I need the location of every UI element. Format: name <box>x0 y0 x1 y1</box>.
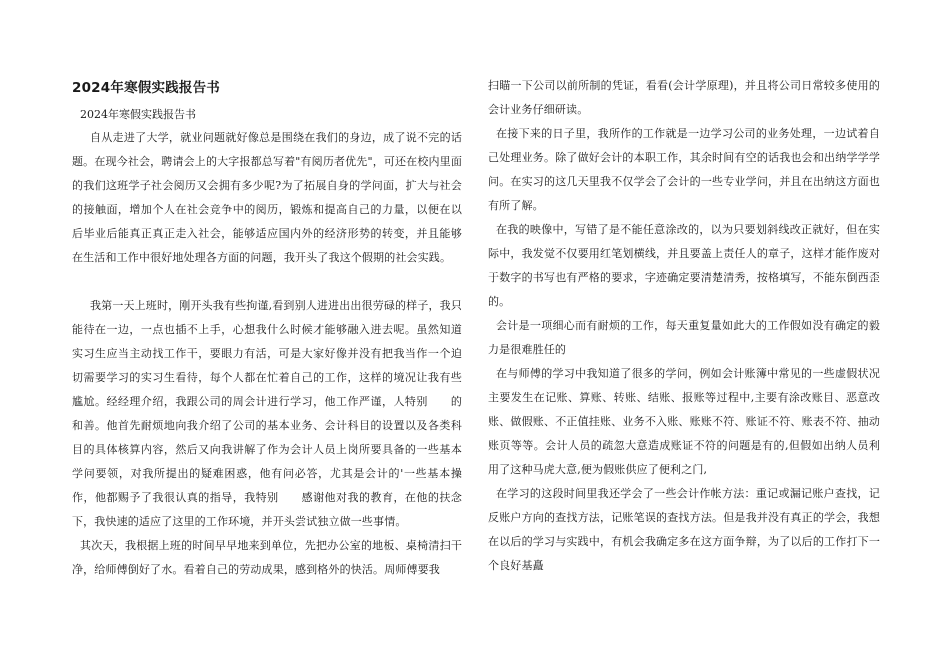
paragraph-second-day: 其次天，我根据上班的时间早早地来到单位，先把办公室的地板、桌椅清扫干净，给师傅倒好了水。看着自己的劳动成果，感到格外的快活。周师傅要我 <box>72 539 462 576</box>
paragraph-intro: 自从走进了大学，就业问题就好像总是围绕在我们的身边，成了说不完的话题。在现今社会，聘请会上的大字报都总写着"有阅历者优先"，可还在校内里面的我们这班学子社会阅历又会拥有多少呢?为了拓展自身的学问面，扩大与社会的接触面，增加个人在社会竞争中的阅历，锻炼和提高自己的力量，以便在以后毕业后能真正真正走入社会，能够适应国内外的经济形势的转变，并且能够在生活和工作中很好地处理各方面的问题，我开头了我这个假期的社会实践。 <box>72 131 462 264</box>
document-title: 2024年寒假实践报告书 <box>72 80 220 96</box>
paragraph-corrections: 在我的映像中，写错了是不能任意涂改的，以为只要划斜线改正就好，但在实际中，我发觉不仅要用红笔划横线，并且要盖上责任人的章子，这样才能作废对于数字的书写也有严格的要求，字迹确定要清楚清秀，按格填写，不能东倒西歪的。 <box>488 223 880 308</box>
document-subtitle: 2024年寒假实践报告书 <box>80 108 196 121</box>
left-column <box>72 74 462 582</box>
paragraph-continued: 扫瞄一下公司以前所制的凭证，看看(会计学原理)，并且将公司日常较多使用的会计业务仔细研读。 <box>488 79 880 116</box>
paragraph-first-day: 我第一天上班时，刚开头我有些拘谨,看到别人进进出出很劳碌的样子，我只能待在一边，一点也插不上手，心想我什么时候才能够融入进去呢。虽然知道实习生应当主动找工作干，要眼力有活，可是大家好像并没有把我当作一个迫切需要学习的实习生看待，每个人都在忙着自己的工作，这样的境况让我有些尴尬。经经理介绍，我跟公司的周会计进行学习，他工作严谨，人特别 的和善。他首先耐烦地向我介绍了公司的基本业务、会计科目的设置以及各类科目的具体核算内容，然后又向我讲解了作为会计人员上岗所要具备的一些基本学问要领，对我所提出的疑难困惑，他有问必答，尤其是会计的'一些基本操作，他都赐予了我很认真的指导，我特别 感谢他对我的教育，在他的扶念下，我快速的适应了这里的工作环境，并开头尝试独立做一些事情。 <box>72 299 462 528</box>
paragraph-patience: 会计是一项细心而有耐烦的工作，每天重复量如此大的工作假如没有确定的毅力是很难胜任的 <box>488 319 880 356</box>
right-column <box>488 74 880 578</box>
paragraph-spacer <box>72 270 462 294</box>
paragraph-following-days: 在接下来的日子里，我所作的工作就是一边学习公司的业务处理，一边试着自己处理业务。除了做好会计的本职工作，其余时间有空的话我也会和出纳学学学问。在实习的这几天里我不仅学会了会计的一些专业学问，并且在出纳这方面也有所了解。 <box>488 127 880 212</box>
paragraph-false-accounts: 在与师傅的学习中我知道了很多的学问，例如会计账簿中常见的一些虚假状况主要发生在记账、算账、转账、结账、报账等过程中,主要有涂改账目、恶意改账、做假账、不正值挂账、业务不入账、账账不符、账证不符、账表不符、抽动账页等等。会计人员的疏忽大意造成账证不符的问题是有的,但假如出纳人员利用了这种马虎大意,便为假账供应了便利之门, <box>488 367 880 476</box>
paragraph-error-finding: 在学习的这段时间里我还学会了一些会计作帐方法：重记或漏记账户查找，记反账户方向的查找方法，记账笔误的查找方法。但是我并没有真正的学会，我想在以后的学习与实践中，有机会我确定多在这方面争辩，为了以后的工作打下一个良好基矗 <box>488 487 880 572</box>
